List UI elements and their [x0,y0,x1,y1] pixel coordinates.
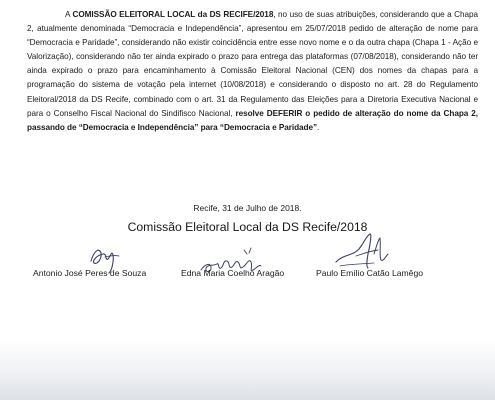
paragraph-ending: . [317,122,320,132]
resolution-statement: resolve DEFERIR o pedido de alteração do nome da Chapa 2, passando de “Democracia e Independência” para “Democracia e Paridade” [27,108,479,132]
paragraph-body: , no uso de suas atribuições, considerando que a Chapa 2, atualmente denominada “Democracia e Independência”, apresentou em 25/07/2018 pedido de alteração de nome para “Democracia e Paridade”, considerando não existir coincidência entre esse novo nome e o da outra chapa (Chapa 1 - Ação e Valorização), considerando não ter ainda expirado o prazo para entrega das plataformas (07/08/2018), considerando não ter ainda expirado o prazo para encaminhamento à Comissão Eleitoral Nacional (CEN) dos nomes da chapas para a programação do sistema de votação pela internet (10/08/2018) e considerando o disposto no art. 28 do Regulamento Eleitoral/2018 da DS Recife, combinado com o art. 31 da Regulamento das Eleições para a Diretoria Executiva Nacional e para o Conselho Fiscal Nacional do Sindifisco Nacional, [27,10,478,118]
commission-signature-line: Comissão Eleitoral Local da DS Recife/2018 [127,220,368,234]
signatory-name-3: Paulo Emílio Catão Lamêgo [316,268,424,278]
paper-shadow [0,340,495,400]
date-line: Recife, 31 de Julho de 2018. [193,203,302,213]
commission-name: COMISSÃO ELEITORAL LOCAL da DS RECIFE/2018 [72,10,274,19]
signatory-name-1: Antonio José Peres de Souza [33,268,147,278]
signatory-name-2: Edna Maria Coelho Aragão [181,268,285,278]
paragraph-intro: A [65,10,73,19]
resolution-paragraph [27,8,478,135]
